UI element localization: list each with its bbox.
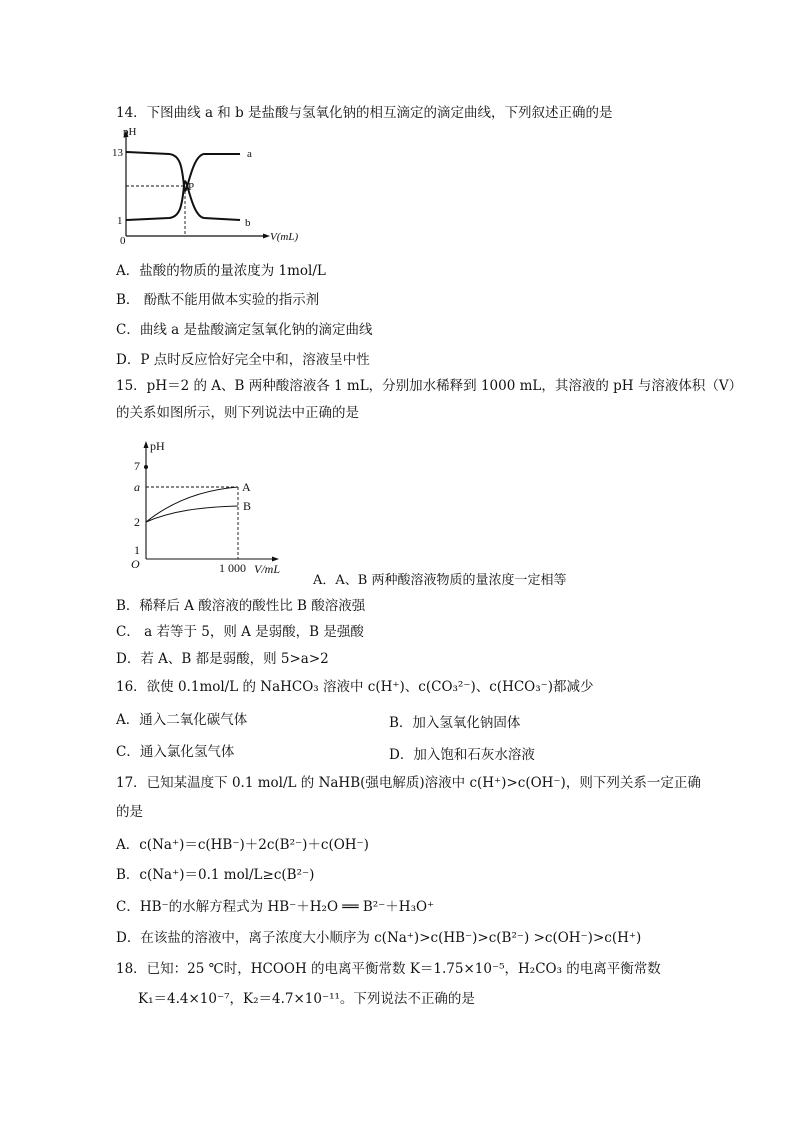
curve-a xyxy=(126,152,240,191)
curve-b xyxy=(126,181,240,220)
q15-ytick-2: 2 xyxy=(134,515,140,529)
q16-stem: 16．欲使 0.1mol/L 的 NaHCO₃ 溶液中 c(H⁺)、c(CO₃²⁻)、c(HCO₃⁻)都减少 xyxy=(116,679,594,695)
q17-option-d: D．在该盐的溶液中，离子浓度大小顺序为 c(Na⁺)>c(HB⁻)>c(B²⁻) >c(OH⁻)>c(H⁺) xyxy=(116,930,642,946)
q18-stem-2: K₁＝4.4×10⁻⁷，K₂＝4.7×10⁻¹¹。下列说法不正确的是 xyxy=(138,991,475,1007)
q14-ylabel: pH xyxy=(123,126,137,138)
q15-stem-1: 15．pH＝2 的 A、B 两种酸溶液各 1 mL，分别加水稀释到 1000 mL，其溶液的 pH 与溶液体积（V） xyxy=(116,378,743,394)
q14-option-c: C．曲线 a 是盐酸滴定氢氧化钠的滴定曲线 xyxy=(116,322,373,338)
q14-origin: 0 xyxy=(120,235,126,247)
q16-option-b: B．加入氢氧化钠固体 xyxy=(389,715,521,731)
q16-option-d: D．加入饱和石灰水溶液 xyxy=(389,747,535,763)
q14-option-b: B． 酚酞不能用做本实验的指示剂 xyxy=(116,292,320,308)
q15-ytick-1: 1 xyxy=(134,543,140,557)
q15-xtick-1000: 1 000 xyxy=(219,561,246,575)
q14-ytick-13: 13 xyxy=(112,147,123,159)
q16-option-c: C．通入氯化氢气体 xyxy=(116,744,235,760)
q17-option-a: A．c(Na⁺)＝c(HB⁻)＋2c(B²⁻)＋c(OH⁻) xyxy=(116,837,369,853)
q15-ylabel: pH xyxy=(150,439,165,453)
q14-ytick-1: 1 xyxy=(117,215,123,227)
q16-option-a: A．通入二氧化碳气体 xyxy=(116,712,248,728)
q14-stem: 14．下图曲线 a 和 b 是盐酸与氢氧化钠的相互滴定的滴定曲线，下列叙述正确的是 xyxy=(116,105,613,121)
q17-option-c: C．HB⁻的水解方程式为 HB⁻＋H₂O ══ B²⁻＋H₃O⁺ xyxy=(116,899,435,915)
q15-option-d: D．若 A、B 都是弱酸，则 5>a>2 xyxy=(116,651,329,667)
q14-label-a: a xyxy=(247,148,252,160)
q17-stem-1: 17．已知某温度下 0.1 mol/L 的 NaHB(强电解质)溶液中 c(H⁺)>c(OH⁻)，则下列关系一定正确 xyxy=(116,775,701,791)
q15-option-c: C． a 若等于 5，则 A 是弱酸，B 是强酸 xyxy=(116,624,364,640)
q14-point-p: P xyxy=(188,181,195,193)
q15-ytick-7: 7 xyxy=(134,459,140,473)
q14-option-a: A．盐酸的物质的量浓度为 1mol/L xyxy=(116,263,326,279)
curve-B xyxy=(146,506,238,522)
q15-label-B: B xyxy=(243,499,252,513)
q15-origin: O xyxy=(131,557,140,571)
q17-stem-2: 的是 xyxy=(116,804,143,820)
q18-stem-1: 18．已知：25 ℃时，HCOOH 的电离平衡常数 K＝1.75×10⁻⁵，H₂CO₃ 的电离平衡常数 xyxy=(116,961,661,977)
q17-option-b: B．c(Na⁺)＝0.1 mol/L≥c(B²⁻) xyxy=(116,867,315,883)
q14-label-b: b xyxy=(245,217,251,229)
q15-option-a: A．A、B 两种酸溶液物质的量浓度一定相等 xyxy=(313,573,567,588)
q15-label-A: A xyxy=(242,480,251,494)
q15-dilution-figure xyxy=(126,436,306,578)
q15-option-b: B．稀释后 A 酸溶液的酸性比 B 酸溶液强 xyxy=(116,598,366,614)
q14-xlabel: V(mL) xyxy=(270,231,299,243)
q15-xlabel: V/mL xyxy=(254,562,281,576)
q14-titration-figure xyxy=(114,126,314,250)
q15-ytick-a: a xyxy=(134,480,140,494)
q14-option-d: D．P 点时反应恰好完全中和，溶液呈中性 xyxy=(116,352,370,368)
q15-stem-2: 的关系如图所示，则下列说法中正确的是 xyxy=(116,405,359,421)
